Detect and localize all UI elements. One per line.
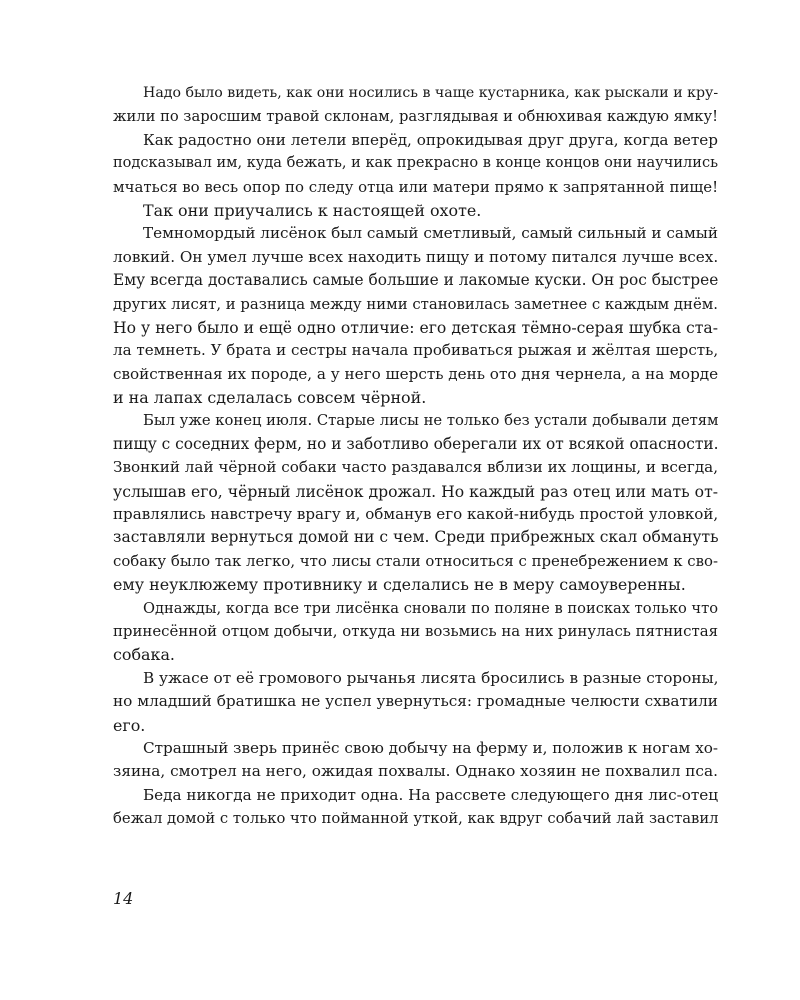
text-line: Беда никогда не приходит одна. На рассвете следующего дня лис-отец	[143, 785, 719, 804]
text-line: Как радостно они летели вперёд, опрокидывая друг друга, когда ветер	[143, 130, 718, 149]
text-line: но младший братишка не успел увернуться: громадные челюсти схватили	[113, 692, 718, 711]
text-line: Но у него было и ещё одно отличие: его детская тёмно-серая шубка ста-	[113, 317, 718, 337]
text-line: заставляли вернуться домой ни с чем. Среди прибрежных скал обмануть	[113, 528, 719, 547]
text-line: ла темнеть. У брата и сестры начала пробиваться рыжая и жёлтая шерсть,	[113, 341, 719, 360]
text-line: подсказывал им, куда бежать, и как прекрасно в конце концов они научились	[113, 155, 718, 172]
text-line: собака.	[113, 645, 175, 665]
text-line: бежал домой с только что пойманной уткой, как вдруг собачий лай заставил	[113, 810, 719, 828]
text-line: пищу с соседних ферм, но и заботливо оберегали их от всякой опасности.	[113, 434, 719, 453]
page-number: 14	[113, 889, 134, 908]
text-line: его.	[113, 715, 146, 735]
text-line: и на лапах сделалась совсем чёрной.	[113, 388, 427, 408]
text-line: других лисят, и разница между ними становилась заметнее с каждым днём.	[113, 294, 718, 313]
text-line: Звонкий лай чёрной собаки часто раздавался вблизи их лощины, и всегда,	[113, 458, 719, 477]
text-line: Ему всегда доставались самые большие и лакомые куски. Он рос быстрее	[113, 271, 719, 290]
text-line: зяина, смотрел на него, ожидая похвалы. Однако хозяин не похвалил пса.	[113, 762, 718, 781]
text-line: Был уже конец июля. Старые лисы не только без устали добывали детям	[143, 412, 719, 430]
text-line: свойственная их породе, а у него шерсть день ото дня чернела, а на морде	[113, 364, 719, 383]
body-text	[113, 82, 718, 831]
text-line: В ужасе от её громового рычанья лисята бросились в разные стороны,	[143, 668, 719, 687]
text-line: ему неуклюжему противнику и сделались не в меру самоуверенны.	[113, 575, 686, 595]
text-line: Однажды, когда все три лисёнка сновали по поляне в поисках только что	[143, 599, 718, 617]
text-line: мчаться во весь опор по следу отца или матери прямо к запрятанной пище!	[113, 177, 719, 196]
text-line: Так они приучались к настоящей охоте.	[143, 200, 482, 220]
text-line: Страшный зверь принёс свою добычу на ферму и, положив к ногам хо-	[143, 738, 719, 757]
text-line: услышав его, чёрный лисёнок дрожал. Но каждый раз отец или мать от-	[113, 481, 718, 501]
text-line: Темномордый лисёнок был самый сметливый, самый сильный и самый	[143, 224, 718, 243]
text-line: собаку было так легко, что лисы стали относиться с пренебрежением к сво-	[113, 551, 718, 570]
text-line: жили по заросшим травой склонам, разглядывая и обнюхивая каждую ямку!	[113, 108, 718, 126]
text-line: правлялись навстречу врагу и, обманув его какой-нибудь простой уловкой,	[113, 505, 719, 524]
text-line: ловкий. Он умел лучше всех находить пищу и потому питался лучше всех.	[113, 247, 719, 266]
text-line: Надо было видеть, как они носились в чаще кустарника, как рыскали и кру-	[143, 85, 719, 101]
text-line: принесённой отцом добычи, откуда ни возьмись на них ринулась пятнистая	[113, 621, 718, 640]
